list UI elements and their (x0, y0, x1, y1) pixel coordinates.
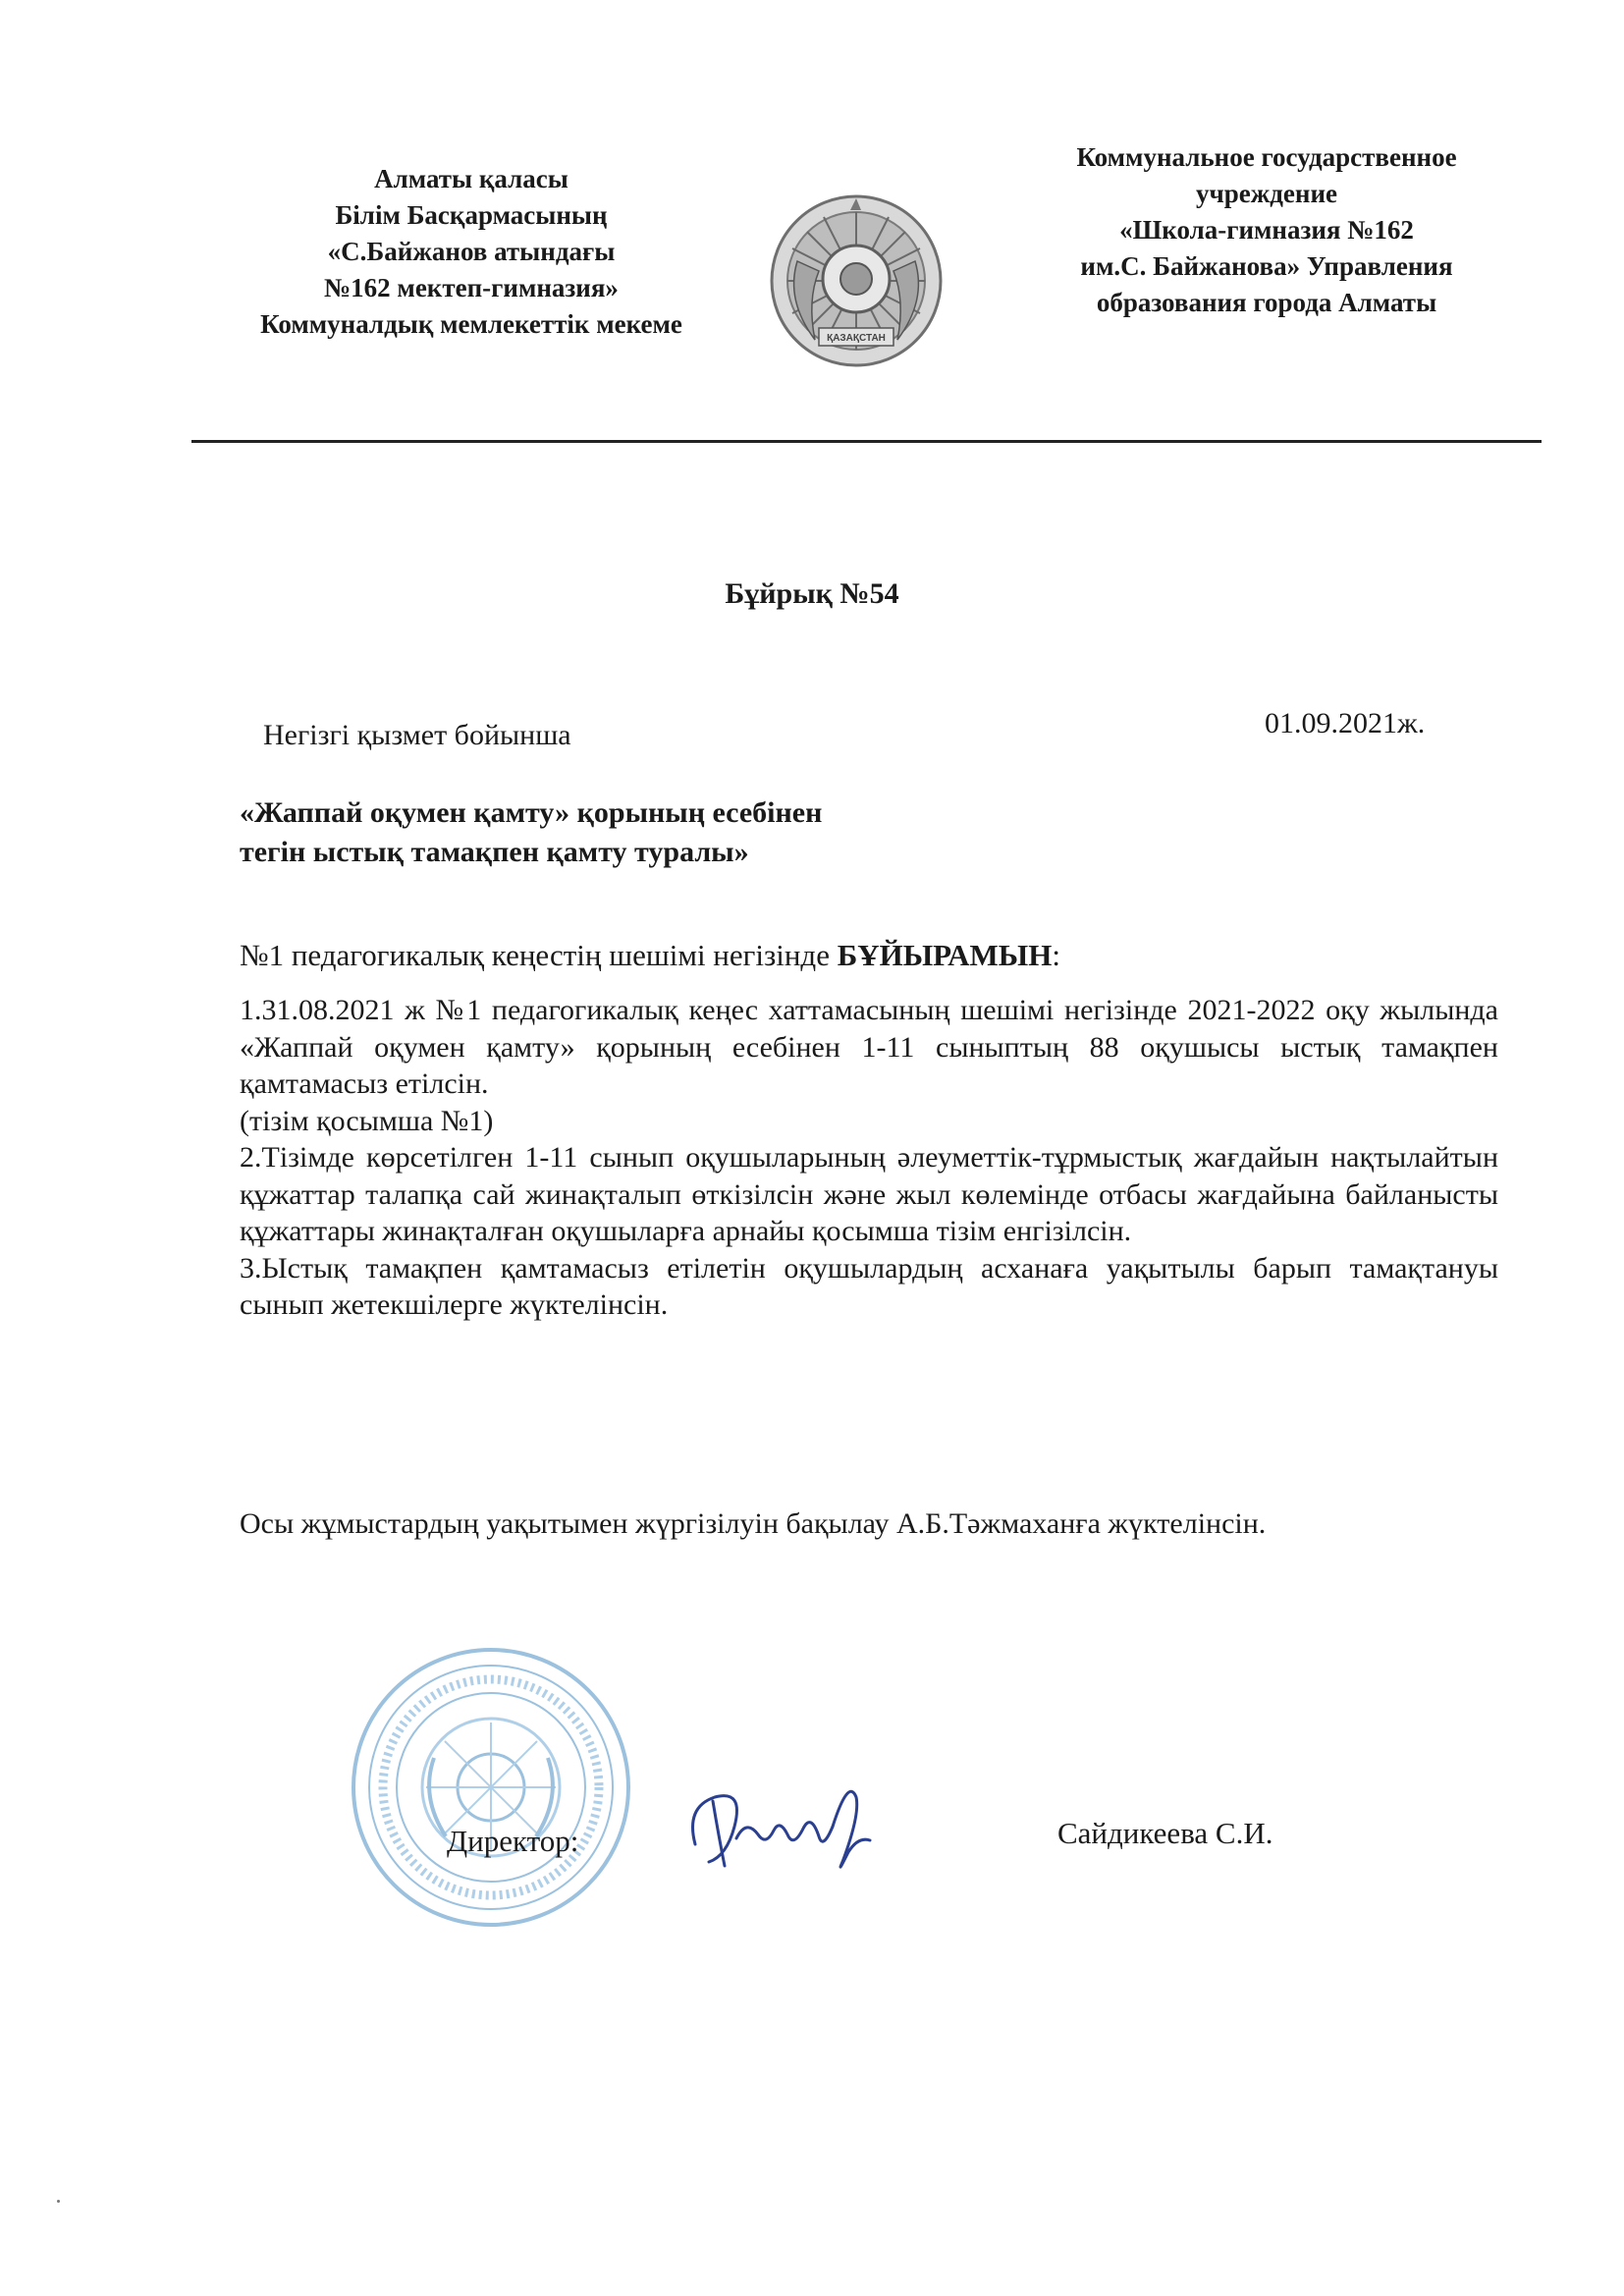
school-round-stamp-icon (344, 1640, 638, 1935)
director-label: Директор: (447, 1824, 579, 1858)
order-items (240, 992, 1498, 1324)
header-right-line: учреждение (1195, 179, 1338, 208)
document-basis: Негізгі қызмет бойынша (263, 719, 571, 751)
header-right-line: Коммунальное государственное (1076, 142, 1457, 172)
document-title: Бұйрық №54 (725, 577, 899, 610)
order-item-3: 3.Ыстық тамақпен қамтамасыз етілетін оқушылардың асханаға уақытылы барып тамақтануы сынып жетекшілерге жүктелінсін. (240, 1251, 1498, 1321)
header-right-line: образования города Алматы (1096, 288, 1437, 317)
header-divider (191, 440, 1542, 443)
header-left-line: №162 мектеп-гимназия» (324, 273, 619, 302)
order-intro-text: №1 педагогикалық кеңестің шешімі негізінде (240, 938, 838, 972)
control-clause: Осы жұмыстардың уақытымен жүргізілуін бақылау А.Б.Тәжмаханға жүктелінсін. (240, 1507, 1267, 1540)
document-subject (240, 793, 822, 872)
header-right-block (992, 139, 1542, 321)
scan-speck (57, 2200, 60, 2203)
order-item-1-note: (тізім қосымша №1) (240, 1104, 494, 1137)
kazakhstan-emblem-icon (768, 192, 945, 369)
director-name: Сайдикеева С.И. (1057, 1816, 1273, 1850)
header-right-line: им.С. Байжанова» Управления (1080, 251, 1453, 281)
emblem-text: ҚАЗАҚСТАН (827, 333, 886, 344)
order-item-2: 2.Тізімде көрсетілген 1-11 сынып оқушыларының әлеуметтік-тұрмыстық жағдайын нақтылайтын құжаттар талапқа сай жинақталып өткізілсін және жыл көлемінде отбасы жағдайына байланысты құжаттары жинақталған оқушыларға арнайы қосымша тізім енгізілсін. (240, 1141, 1498, 1247)
header-right-line: «Школа-гимназия №162 (1119, 215, 1414, 245)
subject-line: «Жаппай оқумен қамту» қорының есебінен (240, 796, 823, 829)
document-date: 01.09.2021ж. (1265, 707, 1426, 739)
order-word: БҰЙЫРАМЫН (837, 938, 1053, 972)
order-colon: : (1052, 938, 1060, 972)
subject-line: тегін ыстық тамақпен қамту туралы» (240, 836, 749, 868)
order-item-1: 1.31.08.2021 ж №1 педагогикалық кеңес хаттамасының шешімі негізінде 2021-2022 оқу жылында «Жаппай оқумен қамту» қорының есебінен 1-11 сыныптың 88 оқушысы ыстық тамақпен қамтамасыз етілсін. (240, 994, 1498, 1100)
header-left-line: Коммуналдық мемлекеттік мекеме (260, 309, 682, 339)
header-left-block (196, 161, 746, 343)
header-left-line: Білім Басқармасының (335, 200, 608, 230)
handwritten-signature-icon (676, 1768, 892, 1886)
header-left-line: Алматы қаласы (374, 164, 568, 193)
order-intro (240, 938, 1060, 973)
header-left-line: «С.Байжанов атындағы (327, 237, 616, 266)
